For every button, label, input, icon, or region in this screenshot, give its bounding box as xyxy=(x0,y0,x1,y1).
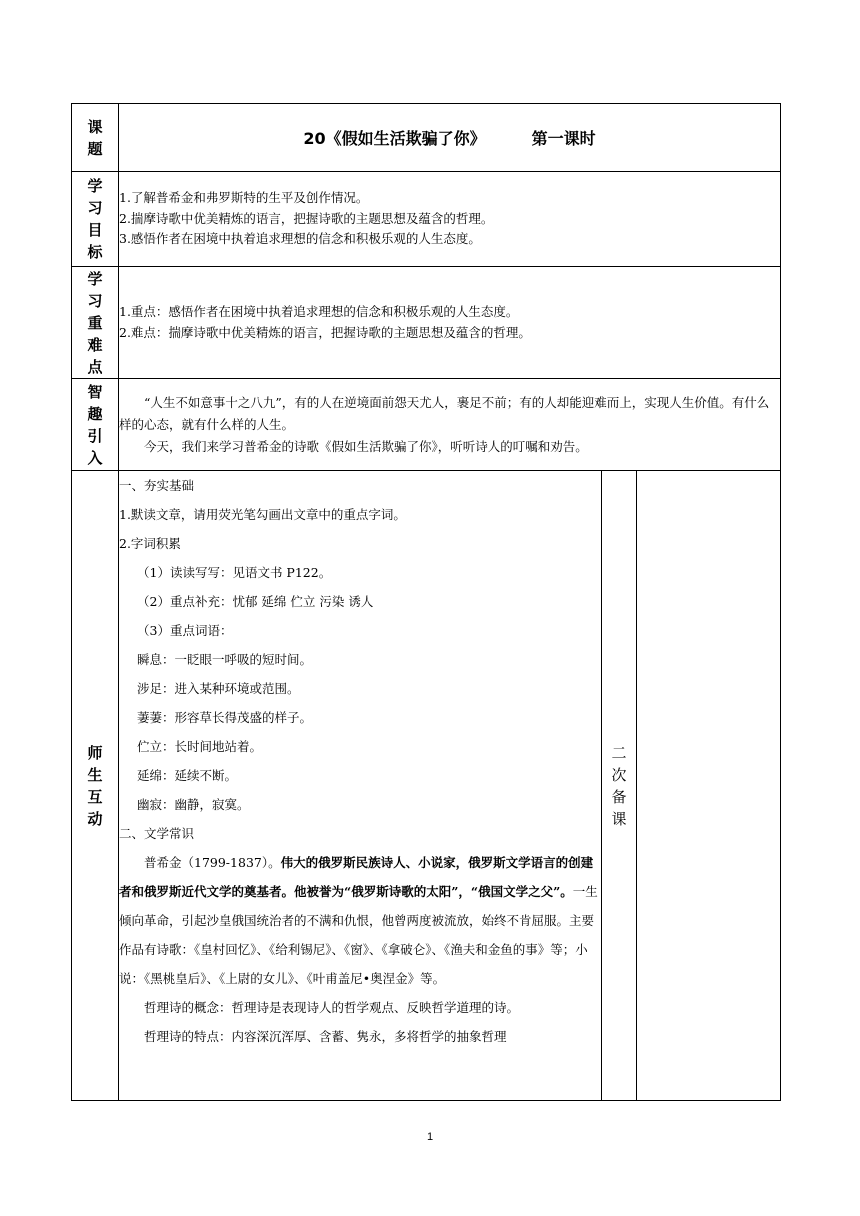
word-entry: 幽寂：幽静，寂寞。 xyxy=(137,797,250,812)
title-row xyxy=(72,104,781,172)
interaction-label: 师 生 互 动 xyxy=(72,471,119,1101)
key-points-row xyxy=(72,267,781,379)
intro-content xyxy=(119,379,781,471)
second-prep-label: 二 次 备 课 xyxy=(602,471,637,1101)
lesson-period: 第一课时 xyxy=(531,129,596,148)
sub-item: （3）重点词语： xyxy=(137,623,233,638)
word-entry: 萋萋：形容草长得茂盛的样子。 xyxy=(137,710,313,725)
goals-label: 学 习 目 标 xyxy=(72,172,119,267)
word-entry: 瞬息：一眨眼一呼吸的短时间。 xyxy=(137,652,313,667)
pushkin-paragraph: 普希金（1799-1837）。伟大的俄罗斯民族诗人、小说家，俄罗斯文学语言的创建者和俄罗斯近代文学的奠基者。他被誉为“俄罗斯诗歌的太阳”，“俄国文学之父”。一生倾向革命，引起沙皇俄国统治者的不满和仇恨，他曾两度被流放，始终不肯屈服。主要作品有诗歌：《皇村回忆》、《给利锡尼》、《窗》、《拿破仑》、《渔夫和金鱼的事》等；小说：《黑桃皇后》、《上尉的女儿》、《叶甫盖尼•奥涅金》等。 xyxy=(119,855,598,986)
key-point-item: 2.难点：揣摩诗歌中优美精炼的语言，把握诗歌的主题思想及蕴含的哲理。 xyxy=(119,324,531,340)
key-points-label: 学 习 重 难 点 xyxy=(72,267,119,379)
lesson-plan-table xyxy=(71,103,781,1101)
intro-label: 智 趣 引 入 xyxy=(72,379,119,471)
word-entry: 涉足：进入某种环境或范围。 xyxy=(137,681,300,696)
task-line: 2.字词积累 xyxy=(119,536,181,551)
title-label: 课 题 xyxy=(72,104,119,172)
word-entry: 延绵：延续不断。 xyxy=(137,768,238,783)
task-line: 1.默读文章，请用荧光笔勾画出文章中的重点字词。 xyxy=(119,507,406,522)
word-entry: 伫立：长时间地站着。 xyxy=(137,739,263,754)
interaction-content xyxy=(119,471,602,1101)
intro-paragraph: 今天，我们来学习普希金的诗歌《假如生活欺骗了你》，听听诗人的叮嘱和劝告。 xyxy=(144,438,588,454)
goals-row xyxy=(72,172,781,267)
section-heading: 二、文学常识 xyxy=(119,826,195,841)
goal-item: 2.揣摩诗歌中优美精炼的语言，把握诗歌的主题思想及蕴含的哲理。 xyxy=(119,210,494,226)
sub-item: （2）重点补充：忧郁 延绵 伫立 污染 诱人 xyxy=(137,594,374,609)
intro-row xyxy=(72,379,781,471)
goals-content xyxy=(119,172,781,267)
intro-paragraph: “人生不如意事十之八九”，有的人在逆境面前怨天尤人，裹足不前；有的人却能迎难而上，实现人生价值。有什么样的心态，就有什么样的人生。 xyxy=(119,394,770,432)
feature-paragraph: 哲理诗的特点：内容深沉浑厚、含蓄、隽永，多将哲学的抽象哲理 xyxy=(144,1029,507,1044)
page-number: 1 xyxy=(426,1131,434,1143)
lesson-name: 20《假如生活欺骗了你》 xyxy=(303,129,486,148)
goal-item: 1.了解普希金和弗罗斯特的生平及创作情况。 xyxy=(119,190,369,206)
second-prep-notes xyxy=(637,471,781,1101)
concept-paragraph: 哲理诗的概念：哲理诗是表现诗人的哲学观点、反映哲学道理的诗。 xyxy=(144,1000,520,1015)
key-points-content xyxy=(119,267,781,379)
key-point-item: 1.重点：感悟作者在困境中执着追求理想的信念和积极乐观的人生态度。 xyxy=(119,304,519,319)
sub-item: （1）读读写写：见语文书 P122。 xyxy=(137,565,332,580)
interaction-row xyxy=(72,471,781,1101)
lesson-title xyxy=(119,104,781,172)
goal-item: 3.感悟作者在困境中执着追求理想的信念和积极乐观的人生态度。 xyxy=(119,231,481,247)
section-heading: 一、夯实基础 xyxy=(119,478,195,493)
